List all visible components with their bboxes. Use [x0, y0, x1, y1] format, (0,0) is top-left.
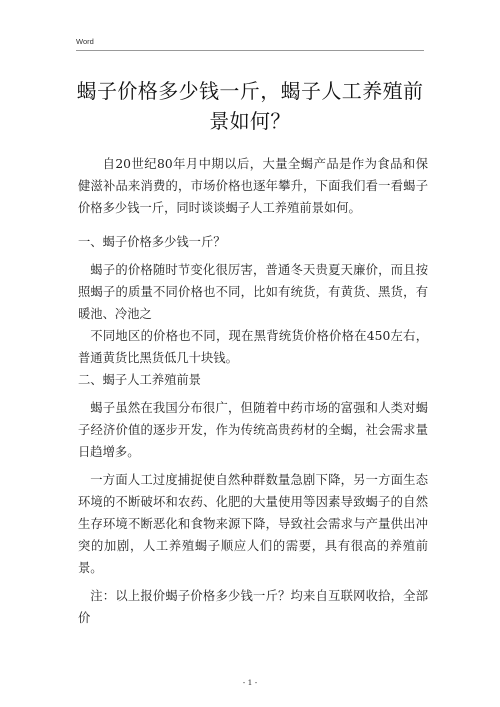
paragraph-intro: 自20世纪80年月中期以后，大量全蝎产品是作为食品和保健滋补品来消费的，市场价格也逐年攀升，下面我们看一看蝎子价格多少钱一斤，同时谈谈蝎子人工养殖前景如何。	[78, 157, 428, 215]
document-title: 蝎子价格多少钱一斤，蝎子人工养殖前景如何？	[76, 79, 424, 133]
document-body	[78, 153, 428, 629]
paragraph-prospects-1: 蝎子虽然在我国分布很广，但随着中药市场的富强和人类对蝎子经济价值的逐步开发，作为传统高贵药材的全蝎，社会需求量日趋增多。	[78, 401, 428, 459]
section-heading-prospects: 二、蝎子人工养殖前景	[78, 373, 201, 387]
paragraph-price-1: 蝎子的价格随时节变化很厉害，普通冬天贵夏天廉价，而且按照蝎子的质量不同价格也不同，比如有统货，有黄货、黑货，有暖池、冷池之	[78, 263, 428, 321]
section-heading-price: 一、蝎子价格多少钱一斤？	[78, 235, 226, 249]
paragraph-price-2: 不同地区的价格也不同，现在黑背统货价格价格在450左右，普通黄货比黑货低几十块钱。	[78, 329, 428, 365]
paragraph-note: 注：以上报价蝎子价格多少钱一斤？均来自互联网收拾，全部价	[78, 589, 428, 625]
header-word-label: Word	[76, 37, 94, 46]
page-number: - 1 -	[242, 678, 258, 687]
header-divider	[76, 50, 424, 51]
paragraph-prospects-2: 一方面人工过度捕捉使自然种群数量急剧下降，另一方面生态环境的不断破坏和农药、化肥的大量使用等因素导致蝎子的自然生存环境不断恶化和食物来源下降，导致社会需求与产量供出冲突的加剧，人工养殖蝎子顺应人们的需要，具有很高的养殖前景。	[78, 473, 428, 575]
